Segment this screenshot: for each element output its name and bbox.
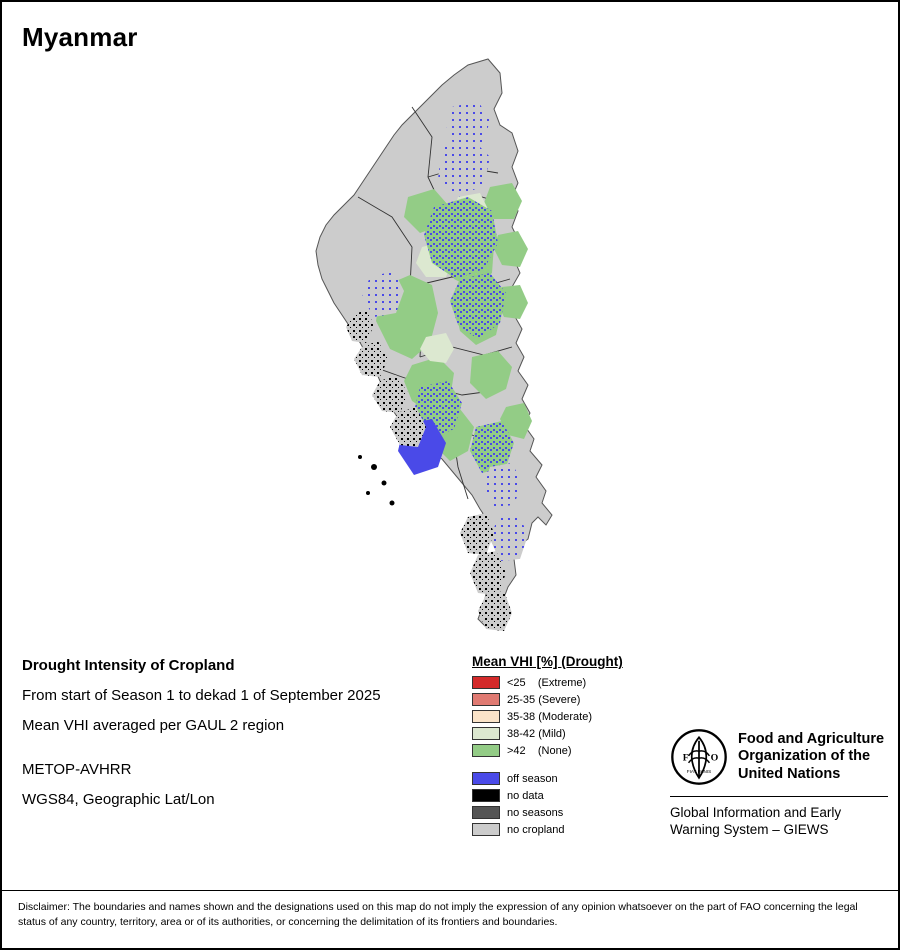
fao-name-line3: United Nations bbox=[738, 765, 841, 782]
legend-label-off-season: off season bbox=[507, 772, 558, 785]
caption-spacer bbox=[22, 747, 462, 761]
legend-label-no-cropland: no cropland bbox=[507, 823, 565, 836]
legend-item-mild bbox=[472, 726, 692, 741]
legend-swatch-moderate bbox=[472, 710, 500, 723]
legend-item-off-season bbox=[472, 771, 692, 786]
giews-line1: Global Information and Early bbox=[670, 805, 842, 820]
giews-line2: Warning System – GIEWS bbox=[670, 821, 829, 837]
legend-swatch-severe bbox=[472, 693, 500, 706]
legend-title: Mean VHI [%] (Drought) bbox=[472, 654, 623, 669]
page-title: Myanmar bbox=[22, 22, 138, 52]
caption-period: From start of Season 1 to dekad 1 of September 2025 bbox=[22, 687, 381, 704]
legend-swatch-mild bbox=[472, 727, 500, 740]
legend-label-moderate: 35-38 (Moderate) bbox=[507, 710, 592, 723]
legend-item-no-data bbox=[472, 788, 692, 803]
fao-name bbox=[738, 731, 884, 782]
legend-item-no-cropland bbox=[472, 822, 692, 837]
legend-item-no-seasons bbox=[472, 805, 692, 820]
legend-swatch-off-season bbox=[472, 772, 500, 785]
myanmar-map-svg bbox=[262, 47, 662, 637]
legend-label-extreme: <25 (Extreme) bbox=[507, 676, 587, 689]
legend-spacer bbox=[472, 760, 692, 771]
disclaimer-text: Disclaimer: The boundaries and names shown and the designations used on this map do not imply the expression of any opinion whatsoever on the part of FAO concerning the legal status of any country, territory, area or of its authorities, or concerning the delimitation of its frontiers and boundaries. bbox=[18, 901, 858, 929]
legend-item-extreme bbox=[472, 675, 692, 690]
legend-label-severe: 25-35 (Severe) bbox=[507, 693, 581, 706]
caption-projection: WGS84, Geographic Lat/Lon bbox=[22, 791, 215, 808]
legend-item-moderate bbox=[472, 709, 692, 724]
fao-name-line1: Food and Agriculture bbox=[738, 731, 885, 748]
legend-swatch-no-cropland bbox=[472, 823, 500, 836]
caption-sensor: METOP-AVHRR bbox=[22, 761, 132, 778]
legend-label-no-data: no data bbox=[507, 789, 544, 802]
legend-label-no-seasons: no seasons bbox=[507, 806, 564, 819]
legend-swatch-no-seasons bbox=[472, 806, 500, 819]
legend-swatch-no-data bbox=[472, 789, 500, 802]
legend-label-mild: 38-42 (Mild) bbox=[507, 727, 566, 740]
svg-text:F: F bbox=[682, 752, 689, 764]
disclaimer-divider bbox=[2, 890, 898, 891]
legend-swatch-extreme bbox=[472, 676, 500, 689]
fao-header bbox=[670, 728, 888, 786]
legend-swatch-none bbox=[472, 744, 500, 757]
svg-text:FIAT PANIS: FIAT PANIS bbox=[686, 769, 712, 775]
giews-name bbox=[670, 805, 888, 839]
map-caption bbox=[22, 657, 462, 821]
caption-subject: Drought Intensity of Cropland bbox=[22, 657, 235, 674]
fao-name-line2: Organization of the bbox=[738, 748, 871, 765]
caption-aggregation: Mean VHI averaged per GAUL 2 region bbox=[22, 717, 285, 734]
fao-divider bbox=[670, 796, 888, 797]
legend bbox=[472, 654, 692, 839]
fao-logo-icon bbox=[670, 728, 728, 786]
map-canvas[interactable] bbox=[262, 47, 662, 637]
fao-branding bbox=[670, 728, 888, 839]
legend-item-severe bbox=[472, 692, 692, 707]
legend-label-none: >42 (None) bbox=[507, 744, 572, 757]
svg-text:O: O bbox=[710, 752, 719, 764]
legend-item-none bbox=[472, 743, 692, 758]
